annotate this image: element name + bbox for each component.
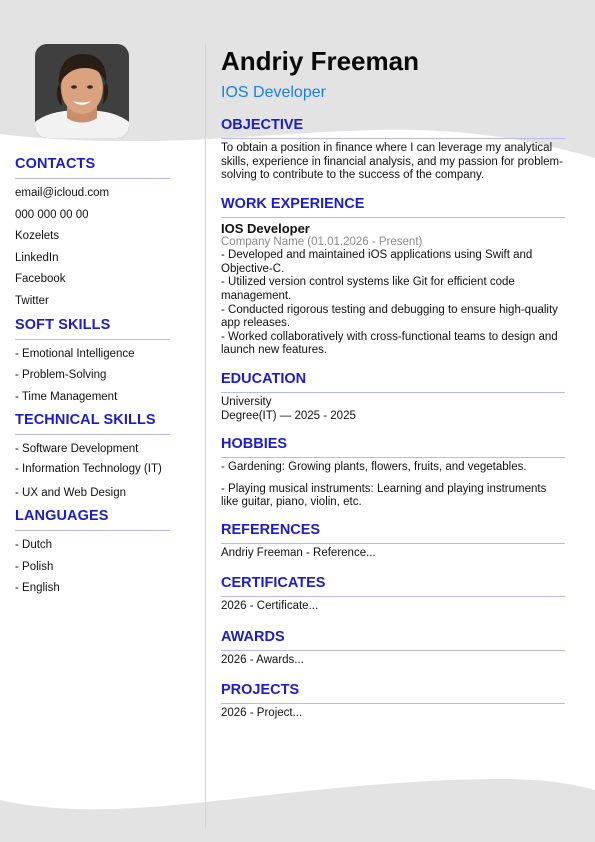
certificates-heading: CERTIFICATES — [221, 575, 326, 592]
languages-rule — [15, 530, 170, 531]
certificates-text: 2026 - Certificate... — [221, 600, 319, 613]
hobby-item: - Gardening: Growing plants, flowers, fruits, and vegetables. — [221, 461, 527, 474]
hobbies-rule — [221, 457, 565, 458]
contact-twitter: Twitter — [15, 294, 49, 307]
bottom-wave — [0, 779, 595, 842]
job-bullet: - Conducted rigorous testing and debugging to ensure high-quality app releases. — [221, 303, 558, 330]
references-text: Andriy Freeman - Reference... — [221, 546, 376, 559]
person-role: IOS Developer — [221, 84, 326, 101]
hobby-item: - Playing musical instruments: Learning and playing instruments like guitar, piano, violin, etc. — [221, 482, 547, 509]
projects-text: 2026 - Project... — [221, 707, 303, 720]
references-heading: REFERENCES — [221, 521, 321, 538]
job-bullet: - Worked collaboratively with cross-functional teams to design and launch new features. — [221, 330, 558, 357]
hobbies-heading: HOBBIES — [221, 436, 288, 453]
work-experience-heading: WORK EXPERIENCE — [221, 195, 365, 212]
soft-skill-item: - Time Management — [15, 390, 118, 403]
soft-skills-heading: SOFT SKILLS — [15, 316, 111, 333]
objective-heading: OBJECTIVE — [221, 117, 304, 133]
contacts-heading: CONTACTS — [15, 156, 96, 172]
contact-email: email@icloud.com — [15, 187, 110, 199]
projects-rule — [221, 703, 565, 704]
contacts-rule — [15, 178, 170, 179]
contact-location: Kozelets — [15, 230, 60, 243]
languages-heading: LANGUAGES — [15, 508, 109, 525]
contact-linkedin: LinkedIn — [15, 251, 59, 264]
profile-photo — [35, 44, 129, 138]
technical-skill-item: - Software Development — [15, 443, 139, 456]
education-degree: Degree(IT) — 2025 - 2025 — [221, 409, 356, 422]
objective-text: To obtain a position in finance where I can leverage my analytical skills, experience in financial analysis, and my passion for problem-solving to contribute to the success of the company. — [221, 142, 563, 182]
awards-text: 2026 - Awards... — [221, 653, 304, 666]
awards-rule — [221, 650, 565, 651]
certificates-rule — [221, 596, 565, 597]
technical-skills-rule — [15, 434, 170, 435]
projects-heading: PROJECTS — [221, 682, 300, 699]
soft-skills-rule — [15, 339, 170, 340]
references-rule — [221, 543, 565, 544]
technical-skills-heading: TECHNICAL SKILLS — [15, 412, 156, 429]
technical-skill-item: - Information Technology (IT) — [15, 462, 162, 475]
contact-facebook: Facebook — [15, 273, 66, 286]
job-bullet: - Utilized version control systems like Git for efficient code management. — [221, 276, 515, 303]
column-divider — [205, 44, 206, 828]
job-bullet: - Developed and maintained iOS applications using Swift and Objective-C. — [221, 249, 533, 275]
left-column — [15, 155, 170, 602]
language-item: - Polish — [15, 560, 54, 573]
objective-rule — [221, 138, 565, 139]
avatar-illustration — [35, 44, 129, 138]
education-heading: EDUCATION — [221, 371, 307, 388]
education-school: University — [221, 396, 272, 409]
awards-heading: AWARDS — [221, 628, 285, 645]
right-column — [221, 44, 565, 721]
job-title: IOS Developer — [221, 220, 310, 236]
education-rule — [221, 392, 565, 393]
work-experience-rule — [221, 217, 565, 218]
person-name: Andriy Freeman — [221, 46, 419, 76]
technical-skill-item: - UX and Web Design — [15, 486, 127, 499]
language-item: - Dutch — [15, 539, 53, 552]
soft-skill-item: - Emotional Intelligence — [15, 347, 135, 360]
contact-phone: 000 000 00 00 — [15, 208, 89, 221]
company-and-dates: Company Name (01.01.2026 - Present) — [221, 235, 423, 248]
language-item: - English — [15, 582, 60, 595]
soft-skill-item: - Problem-Solving — [15, 369, 107, 382]
